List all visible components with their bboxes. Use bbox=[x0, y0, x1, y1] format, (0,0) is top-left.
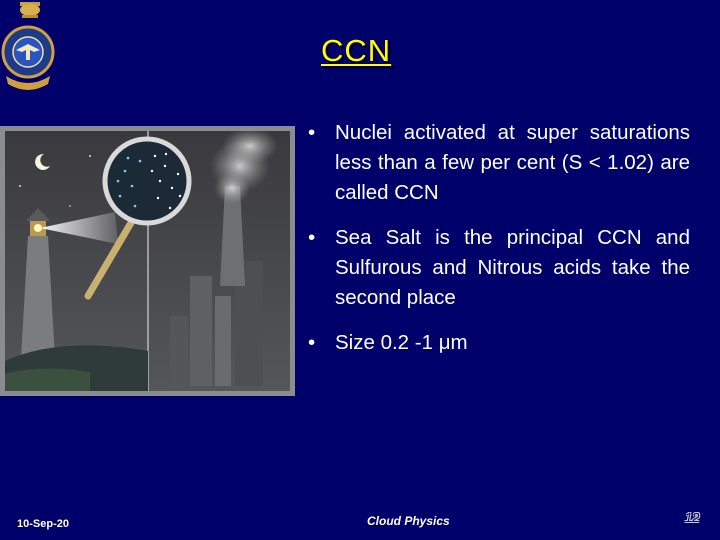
bullet-marker: • bbox=[308, 121, 316, 144]
bullet-item bbox=[308, 328, 690, 358]
bullet-item bbox=[308, 223, 690, 313]
footer-title: Cloud Physics bbox=[367, 514, 450, 528]
page-number: 12 bbox=[685, 510, 700, 525]
bullet-marker: • bbox=[308, 226, 316, 249]
footer-date: 10-Sep-20 bbox=[17, 518, 69, 530]
bullet-item bbox=[308, 118, 690, 208]
bullet-list bbox=[308, 118, 690, 373]
slide-title: CCN bbox=[321, 33, 392, 68]
bullet-text: Size 0.2 -1 μm bbox=[335, 331, 468, 354]
air-force-crest-icon bbox=[0, 0, 60, 92]
bullet-text: Sea Salt is the principal CCN and Sulfurous and Nitrous acids take the second place bbox=[335, 226, 690, 309]
lighthouse-magnifier-illustration bbox=[0, 126, 295, 396]
bullet-marker: • bbox=[308, 331, 316, 354]
bullet-text: Nuclei activated at super saturations less than a few per cent (S < 1.02) are called CCN bbox=[335, 121, 690, 204]
